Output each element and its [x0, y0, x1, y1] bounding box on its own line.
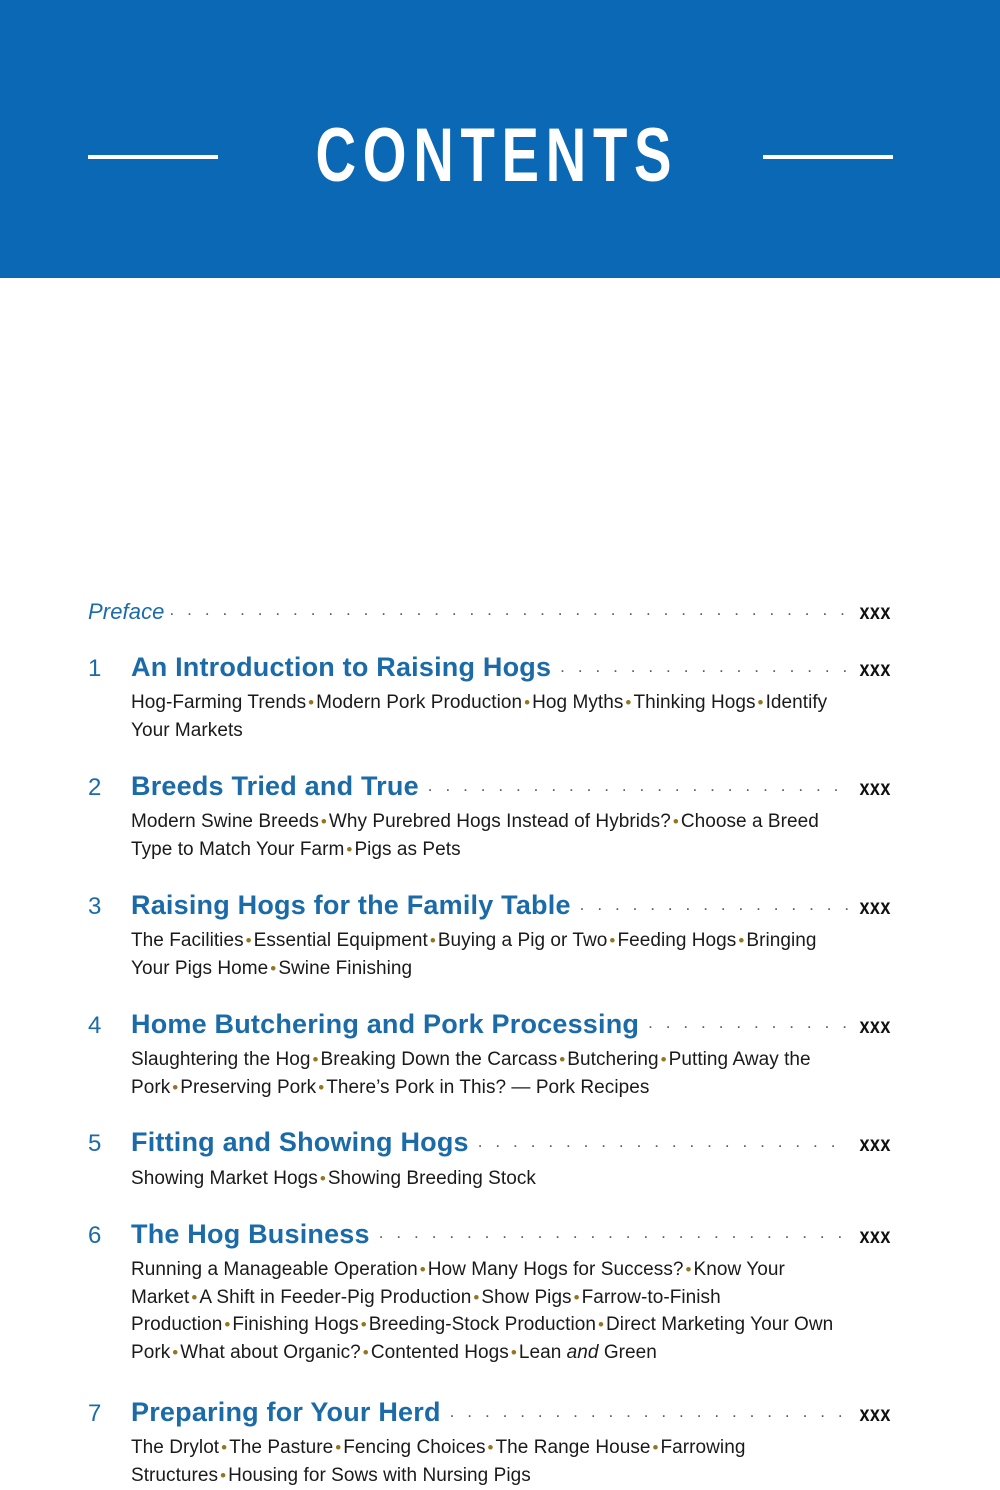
chapter-number: 2 — [88, 773, 102, 801]
bullet-separator-icon: • — [524, 693, 531, 713]
bullet-separator-icon: • — [757, 693, 764, 713]
chapter-topic: Pigs as Pets — [354, 838, 461, 860]
chapter-page-number: xxx — [859, 895, 891, 919]
bullet-separator-icon: • — [660, 1049, 667, 1069]
chapter-topic: Putting Away the Pork — [131, 1048, 811, 1098]
chapter-topic-list — [131, 1046, 853, 1101]
chapter-title: Breeds Tried and True — [131, 770, 419, 801]
chapter-number: 1 — [88, 655, 102, 682]
chapter-topic: Choose a Breed Type to Match Your Farm — [131, 811, 819, 860]
chapter-topic: Modern Swine Breeds — [131, 811, 319, 833]
toc-chapter-head[interactable] — [88, 1397, 893, 1427]
chapter-page-number: xxx — [859, 1133, 891, 1157]
dot-leader — [170, 603, 850, 619]
bullet-separator-icon: • — [312, 1049, 319, 1069]
chapter-topic: There’s Pork in This? — Pork Recipes — [326, 1076, 650, 1098]
chapter-topic: Lean and Green — [518, 1342, 657, 1364]
chapter-topic: Identify Your Markets — [131, 692, 828, 742]
bullet-separator-icon: • — [487, 1438, 494, 1458]
bullet-separator-icon: • — [510, 1343, 517, 1363]
bullet-separator-icon: • — [738, 931, 745, 951]
page-title: CONTENTS — [315, 112, 679, 198]
chapter-topic: Slaughtering the Hog — [131, 1048, 311, 1070]
toc-chapter-head[interactable] — [88, 652, 893, 682]
chapter-number: 4 — [88, 1011, 102, 1039]
chapter-topic: Preserving Pork — [180, 1076, 317, 1098]
chapter-number: 3 — [88, 892, 102, 920]
chapter-title: Fitting and Showing Hogs — [131, 1127, 469, 1158]
bullet-separator-icon: • — [609, 931, 616, 951]
chapter-topic: Butchering — [567, 1048, 659, 1070]
contents-banner-inner — [88, 110, 893, 202]
bullet-separator-icon: • — [362, 1343, 369, 1363]
chapter-topic: Why Purebred Hogs Instead of Hybrids? — [328, 811, 671, 833]
bullet-separator-icon: • — [308, 693, 315, 713]
chapter-topic: Bringing Your Pigs Home — [131, 930, 817, 979]
chapter-topic: Feeding Hogs — [617, 930, 737, 952]
chapter-topic: Housing for Sows with Nursing Pigs — [228, 1465, 531, 1487]
chapter-topic: The Range House — [495, 1437, 651, 1459]
chapter-title: Preparing for Your Herd — [131, 1396, 441, 1427]
chapter-topic: Showing Market Hogs — [131, 1167, 318, 1189]
bullet-separator-icon: • — [360, 1315, 367, 1335]
chapter-number: 5 — [88, 1130, 102, 1158]
bullet-separator-icon: • — [672, 812, 679, 832]
bullet-separator-icon: • — [598, 1315, 605, 1335]
bullet-separator-icon: • — [573, 1287, 580, 1307]
bullet-separator-icon: • — [318, 1077, 325, 1097]
bullet-separator-icon: • — [625, 693, 632, 713]
toc-chapter-entry[interactable] — [88, 771, 893, 864]
chapter-topic: Farrow-to-Finish Production — [131, 1286, 721, 1336]
toc-entry-preface[interactable] — [88, 599, 893, 625]
toc-chapter-entry[interactable] — [88, 1219, 893, 1367]
chapter-topic-list — [131, 1256, 853, 1367]
chapter-topic-list — [131, 1434, 853, 1489]
chapter-topic: Fencing Choices — [343, 1437, 486, 1459]
toc-chapter-head[interactable] — [88, 1127, 893, 1157]
chapter-topic: Know Your Market — [131, 1258, 785, 1308]
chapter-topic: How Many Hogs for Success? — [427, 1258, 684, 1280]
dot-leader — [428, 779, 849, 795]
chapter-topic: Hog Myths — [532, 692, 624, 714]
dot-leader — [478, 1135, 849, 1151]
chapter-topic: Farrowing Structures — [131, 1437, 746, 1487]
chapter-title: An Introduction to Raising Hogs — [131, 652, 552, 682]
chapter-topic-list — [131, 1165, 853, 1193]
toc-chapter-entry[interactable] — [88, 1127, 893, 1192]
chapter-topic: Modern Pork Production — [316, 692, 523, 714]
bullet-separator-icon: • — [221, 1438, 228, 1458]
bullet-separator-icon: • — [319, 1168, 326, 1188]
banner-rule-right — [763, 155, 893, 159]
chapter-topic: Finishing Hogs — [232, 1314, 359, 1336]
toc-chapter-head[interactable] — [88, 1219, 893, 1249]
bullet-separator-icon: • — [220, 1466, 227, 1486]
bullet-separator-icon: • — [172, 1077, 179, 1097]
toc-chapter-head[interactable] — [88, 1009, 893, 1039]
bullet-separator-icon: • — [685, 1259, 692, 1279]
chapter-topic-list — [131, 927, 853, 982]
bullet-separator-icon: • — [224, 1315, 231, 1335]
chapter-topic: Running a Manageable Operation — [131, 1258, 418, 1280]
chapter-title: Home Butchering and Pork Processing — [131, 1008, 640, 1039]
chapter-list — [0, 652, 1000, 1490]
bullet-separator-icon: • — [320, 812, 327, 832]
contents-banner — [0, 0, 1000, 278]
toc-chapter-entry[interactable] — [88, 1009, 893, 1102]
chapter-topic-list — [131, 808, 853, 863]
chapter-title: The Hog Business — [131, 1218, 370, 1249]
dot-leader — [648, 1017, 849, 1033]
dot-leader — [450, 1405, 849, 1421]
chapter-page-number: xxx — [859, 658, 891, 681]
chapter-topic: Swine Finishing — [278, 957, 413, 979]
chapter-topic: The Facilities — [131, 930, 244, 952]
chapter-title: Raising Hogs for the Family Table — [131, 889, 571, 920]
chapter-topic: Essential Equipment — [253, 930, 428, 952]
chapter-topic: What about Organic? — [180, 1342, 361, 1364]
toc-chapter-entry[interactable] — [88, 890, 893, 983]
chapter-topic: Showing Breeding Stock — [327, 1167, 536, 1189]
chapter-topic-list — [131, 689, 853, 744]
chapter-topic: Breaking Down the Carcass — [320, 1048, 558, 1070]
chapter-topic: Direct Marketing Your Own Pork — [131, 1314, 834, 1364]
chapter-page-number: xxx — [859, 1014, 891, 1038]
bullet-separator-icon: • — [419, 1259, 426, 1279]
chapter-page-number: xxx — [859, 1402, 891, 1426]
dot-leader — [580, 898, 849, 914]
toc-chapter-entry[interactable] — [88, 652, 893, 745]
bullet-separator-icon: • — [270, 958, 277, 978]
chapter-topic: Hog-Farming Trends — [131, 692, 307, 714]
dot-leader — [560, 660, 849, 676]
bullet-separator-icon: • — [172, 1343, 179, 1363]
chapter-topic: The Pasture — [229, 1437, 334, 1459]
bullet-separator-icon: • — [335, 1438, 342, 1458]
chapter-page-number: xxx — [859, 1224, 891, 1248]
chapter-topic: Contented Hogs — [370, 1342, 509, 1364]
chapter-topic: Thinking Hogs — [633, 692, 756, 714]
chapter-number: 6 — [88, 1221, 102, 1249]
chapter-topic: Breeding-Stock Production — [368, 1314, 597, 1336]
bullet-separator-icon: • — [346, 839, 353, 859]
banner-rule-left — [88, 155, 218, 159]
bullet-separator-icon: • — [559, 1049, 566, 1069]
toc-chapter-head[interactable] — [88, 890, 893, 920]
chapter-topic: Buying a Pig or Two — [437, 930, 608, 952]
chapter-number: 7 — [88, 1399, 102, 1427]
toc-chapter-head[interactable] — [88, 771, 893, 801]
toc-chapter-entry[interactable] — [88, 1397, 893, 1490]
bullet-separator-icon: • — [473, 1287, 480, 1307]
chapter-page-number: xxx — [859, 776, 891, 800]
bullet-separator-icon: • — [245, 931, 252, 951]
bullet-separator-icon: • — [652, 1438, 659, 1458]
chapter-topic: Show Pigs — [481, 1286, 572, 1308]
toc-entry-page-number: xxx — [859, 601, 891, 624]
toc-entry-title: Preface — [88, 599, 165, 624]
bullet-separator-icon: • — [191, 1287, 198, 1307]
chapter-topic: A Shift in Feeder-Pig Production — [199, 1286, 472, 1308]
chapter-topic: The Drylot — [131, 1437, 220, 1459]
bullet-separator-icon: • — [429, 931, 436, 951]
dot-leader — [379, 1227, 849, 1243]
